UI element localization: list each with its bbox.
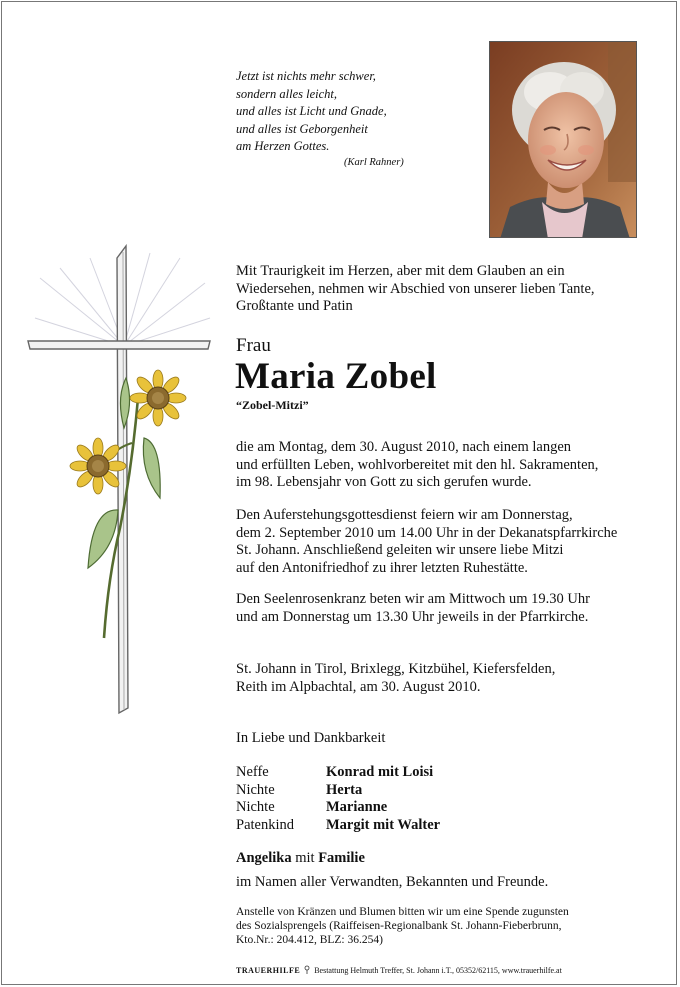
footer-brand: TRAUERHILFE [236, 966, 301, 975]
funeral-line: dem 2. September 2010 um 14.00 Uhr in der Dekanatspfarrkirche [236, 524, 618, 541]
poem-line: am Herzen Gottes. [236, 139, 330, 153]
death-line: und erfüllten Leben, wohlvorbereitet mit den hl. Sakramenten, [236, 456, 599, 473]
footer-text: Bestattung Helmuth Treffer, St. Johann i.T., 05352/62115, www.trauerhilfe.at [314, 966, 562, 975]
donation-line: des Sozialsprengels (Raiffeisen-Regionalbank St. Johann-Fieberbrunn, [236, 920, 562, 932]
place-line: Reith im Alpbachtal, am 30. August 2010. [236, 678, 481, 695]
funeral-line: St. Johann. Anschließend geleiten wir unsere liebe Mitzi [236, 542, 564, 558]
relative-row [236, 764, 440, 782]
relative-names: Margit mit Walter [326, 816, 441, 833]
relative-names: Herta [326, 781, 363, 798]
death-line: im 98. Lebensjahr von Gott zu sich gerufen wurde. [236, 474, 532, 490]
cross-with-sunflowers-illustration [20, 238, 220, 718]
relative-row [236, 799, 440, 817]
poem-line: Jetzt ist nichts mehr schwer, [236, 69, 376, 83]
relative-relation: Patenkind [236, 816, 294, 833]
poem-author: (Karl Rahner) [344, 156, 404, 168]
poem-line: und alles ist Geborgenheit [236, 121, 368, 136]
deceased-nickname: “Zobel-Mitzi” [236, 398, 309, 412]
angelika-mit: mit [291, 850, 319, 866]
funeral-line: Den Auferstehungsgottesdienst feiern wir am Donnerstag, [236, 507, 573, 523]
death-line: die am Montag, dem 30. August 2010, nach einem langen [236, 439, 572, 455]
deceased-name: Maria Zobel [235, 356, 437, 397]
death-text [236, 439, 598, 492]
poem [236, 68, 476, 170]
place-line: St. Johann in Tirol, Brixlegg, Kitzbühel, Kiefersfelden, [236, 661, 556, 677]
intro-line: Wiedersehen, nehmen wir Abschied von unserer lieben Tante, [236, 280, 595, 297]
salutation: Frau [236, 335, 271, 356]
portrait-photo [489, 41, 637, 238]
donation-note [236, 905, 569, 947]
relative-names: Konrad mit Loisi [326, 764, 434, 780]
donation-line: Kto.Nr.: 204.412, BLZ: 36.254) [236, 934, 383, 946]
rosary-line: Den Seelenrosenkranz beten wir am Mittwoch um 19.30 Uhr [236, 591, 590, 607]
relative-relation: Nichte [236, 799, 275, 815]
intro-line: Großtante und Patin [236, 298, 353, 314]
intro-line: Mit Traurigkeit im Herzen, aber mit dem Glauben an ein [236, 263, 565, 279]
poem-line: und alles ist Licht und Gnade, [236, 104, 387, 118]
rosary-line: und am Donnerstag um 13.30 Uhr jeweils in der Pfarrkirche. [236, 608, 589, 625]
funeral-line: auf den Antonifriedhof zu ihrer letzten Ruhestätte. [236, 559, 528, 576]
angelika-line [236, 850, 365, 868]
funeral-text [236, 507, 617, 577]
relative-names: Marianne [326, 799, 388, 815]
angelika-family: Familie [318, 850, 365, 866]
angelika-name: Angelika [236, 850, 292, 866]
relative-relation: Neffe [236, 764, 269, 780]
behalf-text: im Namen aller Verwandten, Bekannten und Freunde. [236, 874, 549, 890]
intro-text [236, 263, 595, 316]
rosary-text [236, 591, 590, 626]
poem-line: sondern alles leicht, [236, 86, 338, 101]
flower-icon [303, 965, 311, 976]
love-gratitude: In Liebe und Dankbarkeit [236, 730, 386, 746]
relatives-list [236, 764, 440, 834]
relative-relation: Nichte [236, 781, 275, 798]
relative-row [236, 782, 440, 800]
footer [236, 965, 562, 976]
relative-row [236, 817, 440, 835]
donation-line: Anstelle von Kränzen und Blumen bitten wir um eine Spende zugunsten [236, 906, 569, 918]
place-date-text [236, 661, 555, 696]
